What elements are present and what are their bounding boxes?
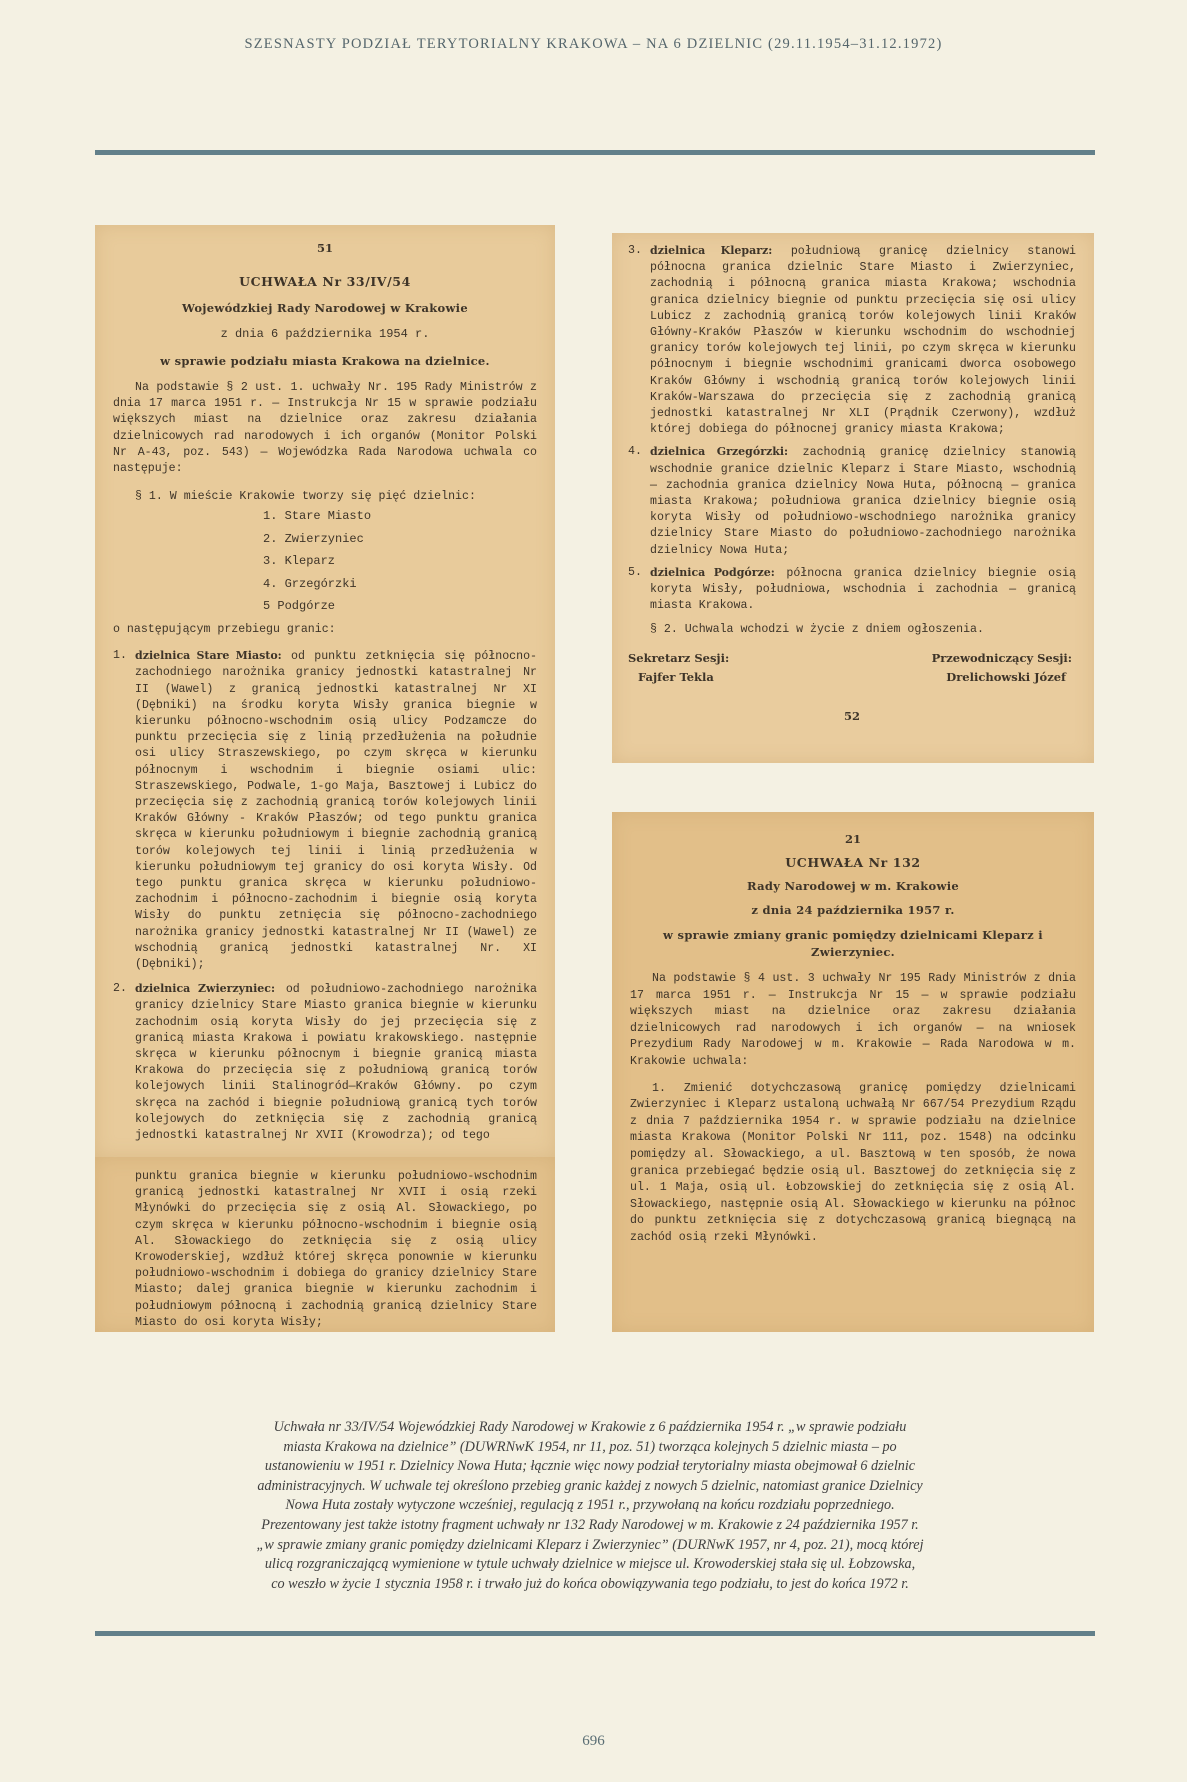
caption-line: miasta Krakowa na dzielnice” (DUWRNwK 1954, nr 11, poz. 51) tworząca kolejnych 5 dzielnic miasta – po — [283, 1438, 897, 1455]
caption-line: Nowa Huta zostały wytyczone wcześniej, regulacją z 1951 r., przywołaną na końcu rozdziału poprzedniego. — [285, 1497, 895, 1514]
signature-name: Drelichowski Józef — [946, 669, 1066, 684]
district-item: 3. Kleparz — [263, 554, 336, 569]
paragraph-2: § 2. Uchwala wchodzi w życie z dniem ogłoszenia. — [650, 623, 984, 637]
boundary-text: południową granicę dzielnicy stanowi północna granica dzielnic Stare Miasto i Zwierzyniec, zachodnią i północną granica miasta Krakowa; wschodnia granica dzielnicy biegnie od punktu przecięcia się osi ulicy Lubicz z zachodnią granicą torów kolejowych linii Kraków Główny-Kraków Płaszów w kierunku wschodnim do wschodniej granicy torów kolejowych tej linii, po czym skręca w kierunku północnym i biegnie wschodnimi granicami dworca osobowego Kraków Główny i wschodnią granicą torów kolejowych linii Kraków-Warszawa do przecięcia się z zachodnią granicą jednostki katastralnej Nr XLI (Prądnik Czerwony), wzdłuż której dobiega do północnej granicy miasta Krakowa; — [650, 245, 1076, 437]
resolution-preamble: Na podstawie § 4 ust. 3 uchwały Nr 195 Rady Ministrów z dnia 17 marca 1951 r. — Instrukcja Nr 15 — w sprawie podziału większych miast na dzielnice oraz zakresu działania dzielnicowych rad narodowych i ich organów — na wniosek Prezydium Rady Narodowej w m. Krakowie — Rada Narodowa w m. Krakowie uchwala: — [630, 972, 1076, 1068]
caption-line: „w sprawie zmiany granic pomiędzy dzielnicami Kleparz i Zwierzyniec” (DURNwK 1957, nr 4, poz. 21), mocą której — [256, 1536, 924, 1553]
signature-role: Przewodniczący Sesji: — [931, 650, 1072, 665]
signatures — [628, 649, 1076, 687]
district-name: dzielnica Zwierzyniec: — [135, 982, 276, 996]
signature-chairman — [932, 649, 1072, 687]
boundary-item-podgorze — [628, 565, 1076, 615]
boundary-text: od południowo-zachodniego narożnika granicy dzielnicy Stare Miasto granica biegnie w kierunku zachodnim osią koryta Wisły do jej przecięcia się z granicą miasta Krakowa i powiatu krakowskiego. następnie skręca w kierunku północnym i biegnie granicą miasta Krakowa do przecięcia się z południową granicą torów kolejowych linii Stalinogród—Kraków Główny. po czym skręca na zachód i biegnie południową granicą tych torów kolejowych do zetknięcia się z zachodnią granicą jednostki katastralnej Nr XVII (Krowodrza); od tego — [135, 983, 538, 1143]
caption-line: Prezentowany jest także istotny fragment uchwały nr 132 Rady Narodowej w m. Krakowie z 24 października 1957 r. — [261, 1516, 919, 1533]
resolution-date: z dnia 24 października 1957 r. — [751, 903, 955, 917]
resolution-title: UCHWAŁA Nr 33/IV/54 — [239, 274, 411, 289]
district-name: dzielnica Kleparz: — [650, 244, 773, 257]
boundary-item-stare-miasto — [113, 648, 537, 973]
running-head: SZESNASTY PODZIAŁ TERYTORIALNY KRAKOWA – NA 6 DZIELNIC (29.11.1954–31.12.1972) — [244, 36, 943, 52]
top-rule — [95, 150, 1095, 155]
signature-role: Sekretarz Sesji: — [628, 650, 730, 665]
page-number: 696 — [582, 1733, 605, 1749]
caption-line: co weszło w życie 1 stycznia 1958 r. i trwało już do końca obowiązywania tego podziału, to jest do końca 1972 r. — [271, 1575, 909, 1592]
district-name: dzielnica Grzegórzki: — [650, 445, 789, 459]
bottom-rule — [95, 1631, 1095, 1636]
gazette-item-number: 21 — [844, 832, 861, 846]
caption-line: ulicą rozgraniczającą wymienione w tytule uchwały dzielnice w miejsce ul. Krowoderskiej stała się ul. Łobzowska, — [264, 1556, 916, 1573]
boundary-item-grzegorzki — [628, 444, 1076, 558]
figure-caption — [150, 1418, 1030, 1594]
district-name: dzielnica Podgórze: — [650, 565, 775, 579]
clipping-resolution-1954-part-3 — [612, 233, 1094, 763]
item-number: 1. — [113, 649, 127, 663]
item-number: 2. — [113, 982, 127, 996]
resolution-subject: w sprawie zmiany granic pomiędzy dzielnicami Kleparz i Zwierzyniec. — [663, 928, 1043, 959]
district-list — [263, 505, 537, 618]
clipping-resolution-1954-part-2 — [95, 1157, 555, 1332]
caption-line: Uchwała nr 33/IV/54 Wojewódzkiej Rady Narodowej w Krakowie z 6 października 1954 r. „w sprawie podziału — [273, 1419, 907, 1435]
caption-line: administracyjnych. W uchwale tej określono przebieg granic każdej z nowych 5 dzielnic, natomiast granice Dzielnicy — [257, 1477, 923, 1494]
district-item: 2. Zwierzyniec — [263, 531, 364, 546]
gazette-item-number: 51 — [316, 241, 333, 255]
boundaries-intro: o następującym przebiegu granic: — [113, 622, 336, 636]
resolution-preamble: Na podstawie § 2 ust. 1. uchwały Nr. 195 Rady Ministrów z dnia 17 marca 1951 r. — Instrukcja Nr 15 w sprawie podziału większych miast na dzielnice oraz zakresu działania dzielnicowych rad narodowych i ich organów (Monitor Polski Nr A-43, poz. 543) — Wojewódzka Rada Narodowa uchwala co następuje: — [113, 381, 537, 476]
district-item: 4. Grzegórzki — [263, 576, 357, 591]
boundary-item-zwierzyniec — [113, 981, 537, 1144]
signature-name: Fajfer Tekla — [638, 669, 714, 684]
resolution-date: z dnia 6 października 1954 r. — [220, 327, 430, 341]
resolution-subject: w sprawie podziału miasta Krakowa na dzielnice. — [160, 354, 490, 368]
caption-line: ustanowieniu w 1951 r. Dzielnicy Nowa Huta; łącznie więc nowy podział terytorialny miasta obejmował 6 dzielnic — [264, 1458, 916, 1475]
boundary-item-kleparz — [628, 243, 1076, 438]
clipping-resolution-1954-part-1 — [95, 225, 555, 1157]
boundary-text: północna granica dzielnicy biegnie osią koryta Wisły, południowa, wschodnia i zachodnia — granicą miasta Krakowa. — [650, 566, 1077, 613]
boundary-text: zachodnią granicę dzielnicy stanowią wschodnie granice dzielnic Kleparz i Stare Miasto, wschodnią — zachodnia granica dzielnicy Nowa Huta, północną — granica miasta Krakowa; południowa granica dzielnicy biegnie osią koryta Wisły od południowo-wschodniego narożnika granicy dzielnicy Stare Miasto do południowo-zachodniego narożnika dzielnicy Nowa Huta; — [650, 446, 1076, 557]
resolution-issuer: Rady Narodowej w m. Krakowie — [747, 879, 959, 893]
zwierzyniec-continuation: punktu granica biegnie w kierunku południowo-wschodnim granicą jednostki katastralnej Nr XVII i osią rzeki Młynówki do przecięcia się z osią Al. Słowackiego, po czym skręca w kierunku północno-wschodnim i biegnie osią Al. Słowackiego do zetknięcia się z osią ulicy Krowoderskiej, wzdłuż której skręca ponownie w kierunku południowo-wschodnim i dobiega do granicy dzielnicy Stare Miasto; dalej granica biegnie w kierunku zachodnim i południowym północną i zachodnią granicą dzielnicy Stare Miasto do osi koryta Wisły; — [135, 1170, 537, 1329]
paragraph-1: § 1. W mieście Krakowie tworzy się pięć dzielnic: — [135, 490, 476, 504]
district-item: 5 Podgórze — [263, 599, 336, 614]
item-number: 4. — [628, 445, 642, 459]
resolution-title: UCHWAŁA Nr 132 — [785, 855, 921, 870]
clipping-resolution-1957 — [612, 812, 1094, 1332]
gazette-page-number: 52 — [843, 708, 860, 723]
resolution-issuer: Wojewódzkiej Rady Narodowej w Krakowie — [182, 301, 468, 315]
resolution-point-1: 1. Zmienić dotychczasową granicę pomiędzy dzielnicami Zwierzyniec i Kleparz ustaloną uchwałą Nr 667/54 Prezydium Rządu z dnia 7 października 1954 r. w sprawie podziału na dzielnice miasta Krakowa (Monitor Polski Nr 111, poz. 1548) na odcinku pomiędzy al. Słowackiego, a ul. Basztową w ten sposób, że nowa granica przebiegać będzie osią ul. Basztowej do zetknięcia się z ul. 1 Maja, osią ul. Łobzowskiej do zetknięcia się z osią Al. Słowackiego, następnie osią Al. Słowackiego w kierunku na północ do punktu zetknięcia się z dotychczasową granicą biegnącą na zachód osią rzeki Młynówki. — [630, 1081, 1076, 1244]
item-number: 3. — [628, 244, 642, 257]
signature-secretary — [628, 649, 729, 687]
item-number: 5. — [628, 565, 642, 579]
boundary-text: od punktu zetknięcia się północno-zachodniego narożnika granicy jednostki katastralnej Nr II (Wawel) z granicą jednostki katastralnej Nr XI (Dębniki) na środku koryta Wisły granica biegnie w kierunku północno-wschodnim osią ulicy Podzamcze do punktu przecięcia się z linią przedłużenia na południe osi ulicy Straszewskiego, po czym skręca w kierunku północnym i wschodnim i biegnie osiami ulic: Straszewskiego, Podwale, 1-go Maja, Basztowej i Lubicz do przecięcia się z zachodnią granicą torów kolejowych linii Kraków Główny - Kraków Płaszów; od tego punktu granica skręca w kierunku południowym i biegnie zachodnią granicą torów kolejowych tej linii i linią przedłużenia w kierunku południowym tej granicy do osi koryta Wisły. Od tego punktu granica skręca w kierunku południowo-zachodnim i północno-zachodnim i biegnie osią koryta Wisły do punktu zetnięcia się północno-zachodniego narożnika granicy jednostki katastralnej Nr II (Wawel) ze wschodnią granicą jednostki katastralnej Nr. XI (Dębniki); — [135, 650, 537, 971]
district-item: 1. Stare Miasto — [263, 509, 372, 524]
district-name: dzielnica Stare Miasto: — [135, 649, 282, 663]
